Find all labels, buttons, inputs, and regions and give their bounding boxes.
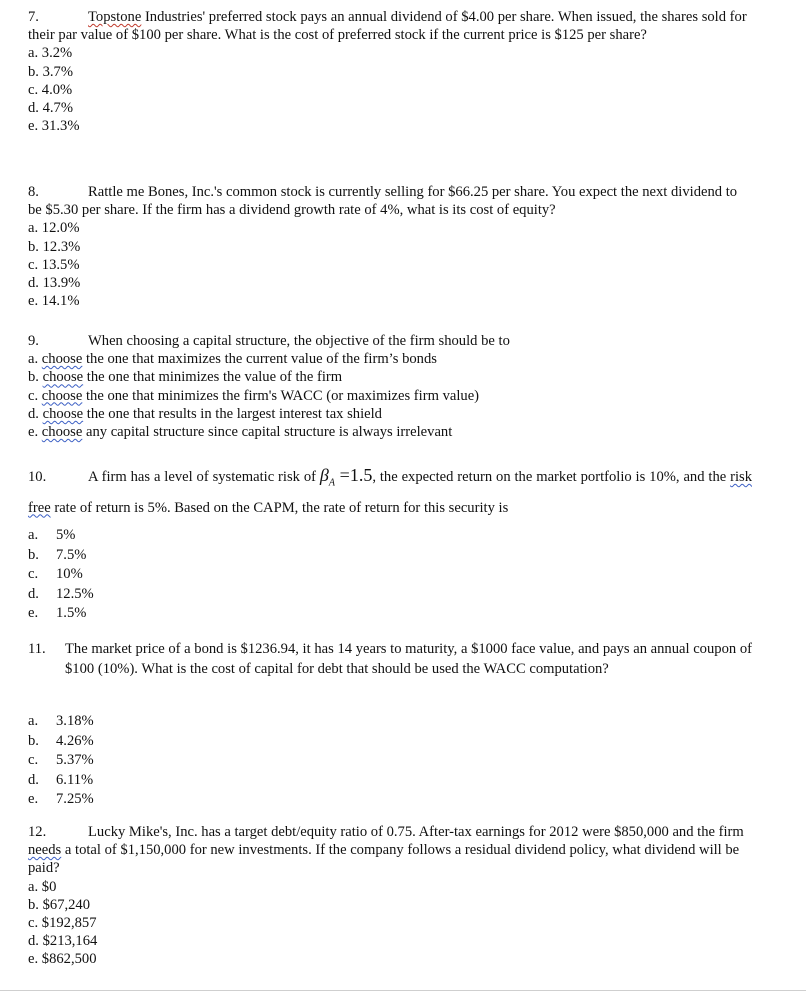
question-8-text bbox=[28, 183, 752, 219]
spellcheck-word: risk free bbox=[28, 469, 752, 516]
spellcheck-word: choose bbox=[42, 405, 84, 422]
answer-option bbox=[28, 546, 752, 566]
question-11 bbox=[28, 640, 752, 679]
question-body: , the expected return on the market portfolio is 10%, and the bbox=[372, 469, 731, 485]
answer-option: a. $0 bbox=[28, 878, 57, 895]
answer-option bbox=[28, 585, 752, 605]
question-number: 12. bbox=[28, 824, 47, 840]
question-9-text bbox=[28, 332, 752, 350]
answer-option bbox=[28, 368, 752, 386]
option-text: the one that results in the largest interest tax shield bbox=[83, 405, 382, 422]
question-9 bbox=[28, 332, 752, 441]
option-text: 7.5% bbox=[56, 546, 87, 563]
question-10 bbox=[28, 463, 752, 520]
question-12-text bbox=[28, 823, 752, 878]
option-letter: e. bbox=[28, 605, 39, 622]
question-body: Lucky Mike's, Inc. has a target debt/equity ratio of 0.75. After-tax earnings for 2012 were $850,000 and the firm bbox=[88, 824, 744, 840]
answer-option: a. 3.2% bbox=[28, 45, 73, 62]
option-text: 12.5% bbox=[56, 585, 94, 602]
spellcheck-word: choose bbox=[41, 424, 83, 441]
option-letter: c. bbox=[28, 387, 39, 404]
question-7 bbox=[28, 8, 752, 135]
option-text: the one that minimizes the firm's WACC (or maximizes firm value) bbox=[82, 387, 480, 404]
beta-subscript: A bbox=[328, 477, 335, 489]
option-text: the one that maximizes the current value of the firm’s bonds bbox=[82, 351, 437, 368]
answer-options bbox=[28, 219, 752, 310]
answer-option bbox=[28, 790, 752, 810]
option-text: the one that minimizes the value of the firm bbox=[83, 369, 343, 386]
answer-option bbox=[28, 751, 752, 771]
question-number: 9. bbox=[28, 333, 39, 349]
answer-option: e. 31.3% bbox=[28, 118, 80, 135]
spellcheck-word: needs bbox=[28, 842, 62, 859]
answer-option bbox=[28, 604, 752, 624]
question-11-text bbox=[28, 640, 752, 679]
answer-options bbox=[28, 878, 752, 969]
option-text: 7.25% bbox=[56, 791, 94, 808]
spellcheck-word: Topstone bbox=[88, 9, 142, 25]
answer-option bbox=[28, 771, 752, 791]
question-7-text bbox=[28, 8, 752, 44]
question-number: 7. bbox=[28, 9, 39, 25]
answer-option: d. 13.9% bbox=[28, 275, 81, 292]
answer-option: b. 12.3% bbox=[28, 238, 81, 255]
beta-glyph: β bbox=[319, 465, 329, 485]
page-bottom-divider bbox=[0, 990, 806, 991]
spellcheck-word: choose bbox=[41, 387, 83, 404]
question-number: 11. bbox=[28, 641, 46, 657]
question-body: The market price of a bond is $1236.94, it has 14 years to maturity, a $1000 face value, and pays an annual coupon of $100 (10%). What is the cost of capital for debt that should be used the WACC computation? bbox=[65, 641, 752, 677]
answer-option: c. $192,857 bbox=[28, 915, 97, 932]
option-letter: b. bbox=[28, 546, 39, 563]
answer-option: d. $213,164 bbox=[28, 933, 98, 950]
answer-option: e. $862,500 bbox=[28, 951, 97, 968]
answer-option bbox=[28, 405, 752, 423]
option-letter: a. bbox=[28, 351, 39, 368]
option-text: 5.37% bbox=[56, 752, 94, 769]
option-letter: a. bbox=[28, 713, 39, 729]
option-text: any capital structure since capital structure is always irrelevant bbox=[82, 424, 453, 441]
option-text: 1.5% bbox=[56, 605, 87, 622]
question-8 bbox=[28, 183, 752, 310]
question-body: Rattle me Bones, Inc.'s common stock is currently selling for $66.25 per share. You expect the next dividend to be $5.30 per share. If the firm has a dividend growth rate of 4%, what is its cost of equity? bbox=[28, 184, 738, 219]
question-body: a total of $1,150,000 for new investments. If the company follows a residual dividend policy, what dividend will be paid? bbox=[28, 842, 740, 877]
spellcheck-word: choose bbox=[42, 369, 84, 386]
option-text: 3.18% bbox=[56, 713, 94, 729]
question-number: 8. bbox=[28, 184, 39, 200]
option-letter: d. bbox=[28, 771, 39, 788]
option-letter: b. bbox=[28, 369, 39, 386]
option-letter: d. bbox=[28, 405, 39, 422]
answer-option bbox=[28, 350, 752, 368]
option-text: 6.11% bbox=[56, 771, 94, 788]
question-body: When choosing a capital structure, the objective of the firm should be to bbox=[88, 333, 510, 349]
option-letter: e. bbox=[28, 791, 39, 808]
option-text: 4.26% bbox=[56, 732, 94, 749]
answer-option bbox=[28, 712, 752, 732]
question-body: rate of return is 5%. Based on the CAPM, the rate of return for this security is bbox=[50, 499, 509, 516]
option-letter: c. bbox=[28, 566, 39, 583]
option-letter: a. bbox=[28, 527, 39, 543]
option-letter: c. bbox=[28, 752, 39, 769]
answer-option: b. 3.7% bbox=[28, 63, 73, 80]
question-body: Industries' preferred stock pays an annual dividend of $4.00 per share. When issued, the shares sold for their par value of $100 per share. What is the cost of preferred stock if the current price is $125 per share? bbox=[28, 9, 747, 44]
answer-option bbox=[28, 732, 752, 752]
option-letter: d. bbox=[28, 585, 39, 602]
option-text: 10% bbox=[56, 566, 83, 583]
question-number: 10. bbox=[28, 469, 47, 485]
spellcheck-word: choose bbox=[41, 351, 83, 368]
answer-option: a. 12.0% bbox=[28, 220, 80, 237]
beta-value: =1.5 bbox=[334, 465, 373, 485]
answer-option bbox=[28, 526, 752, 546]
option-letter: b. bbox=[28, 732, 39, 749]
answer-option: c. 4.0% bbox=[28, 81, 73, 98]
answer-options bbox=[28, 350, 752, 441]
answer-options bbox=[28, 44, 752, 135]
answer-option: e. 14.1% bbox=[28, 293, 80, 310]
answer-option: d. 4.7% bbox=[28, 100, 73, 117]
beta-symbol bbox=[319, 465, 335, 489]
question-10-text bbox=[28, 463, 752, 520]
option-letter: e. bbox=[28, 424, 39, 441]
question-11-options bbox=[28, 712, 752, 810]
question-12 bbox=[28, 823, 752, 969]
question-body: A firm has a level of systematic risk of bbox=[88, 469, 320, 485]
question-10-options bbox=[28, 526, 752, 624]
answer-option bbox=[28, 387, 752, 405]
answer-option bbox=[28, 565, 752, 585]
answer-option bbox=[28, 423, 752, 441]
answer-option: c. 13.5% bbox=[28, 256, 80, 273]
answer-option: b. $67,240 bbox=[28, 896, 91, 913]
option-text: 5% bbox=[56, 527, 76, 543]
